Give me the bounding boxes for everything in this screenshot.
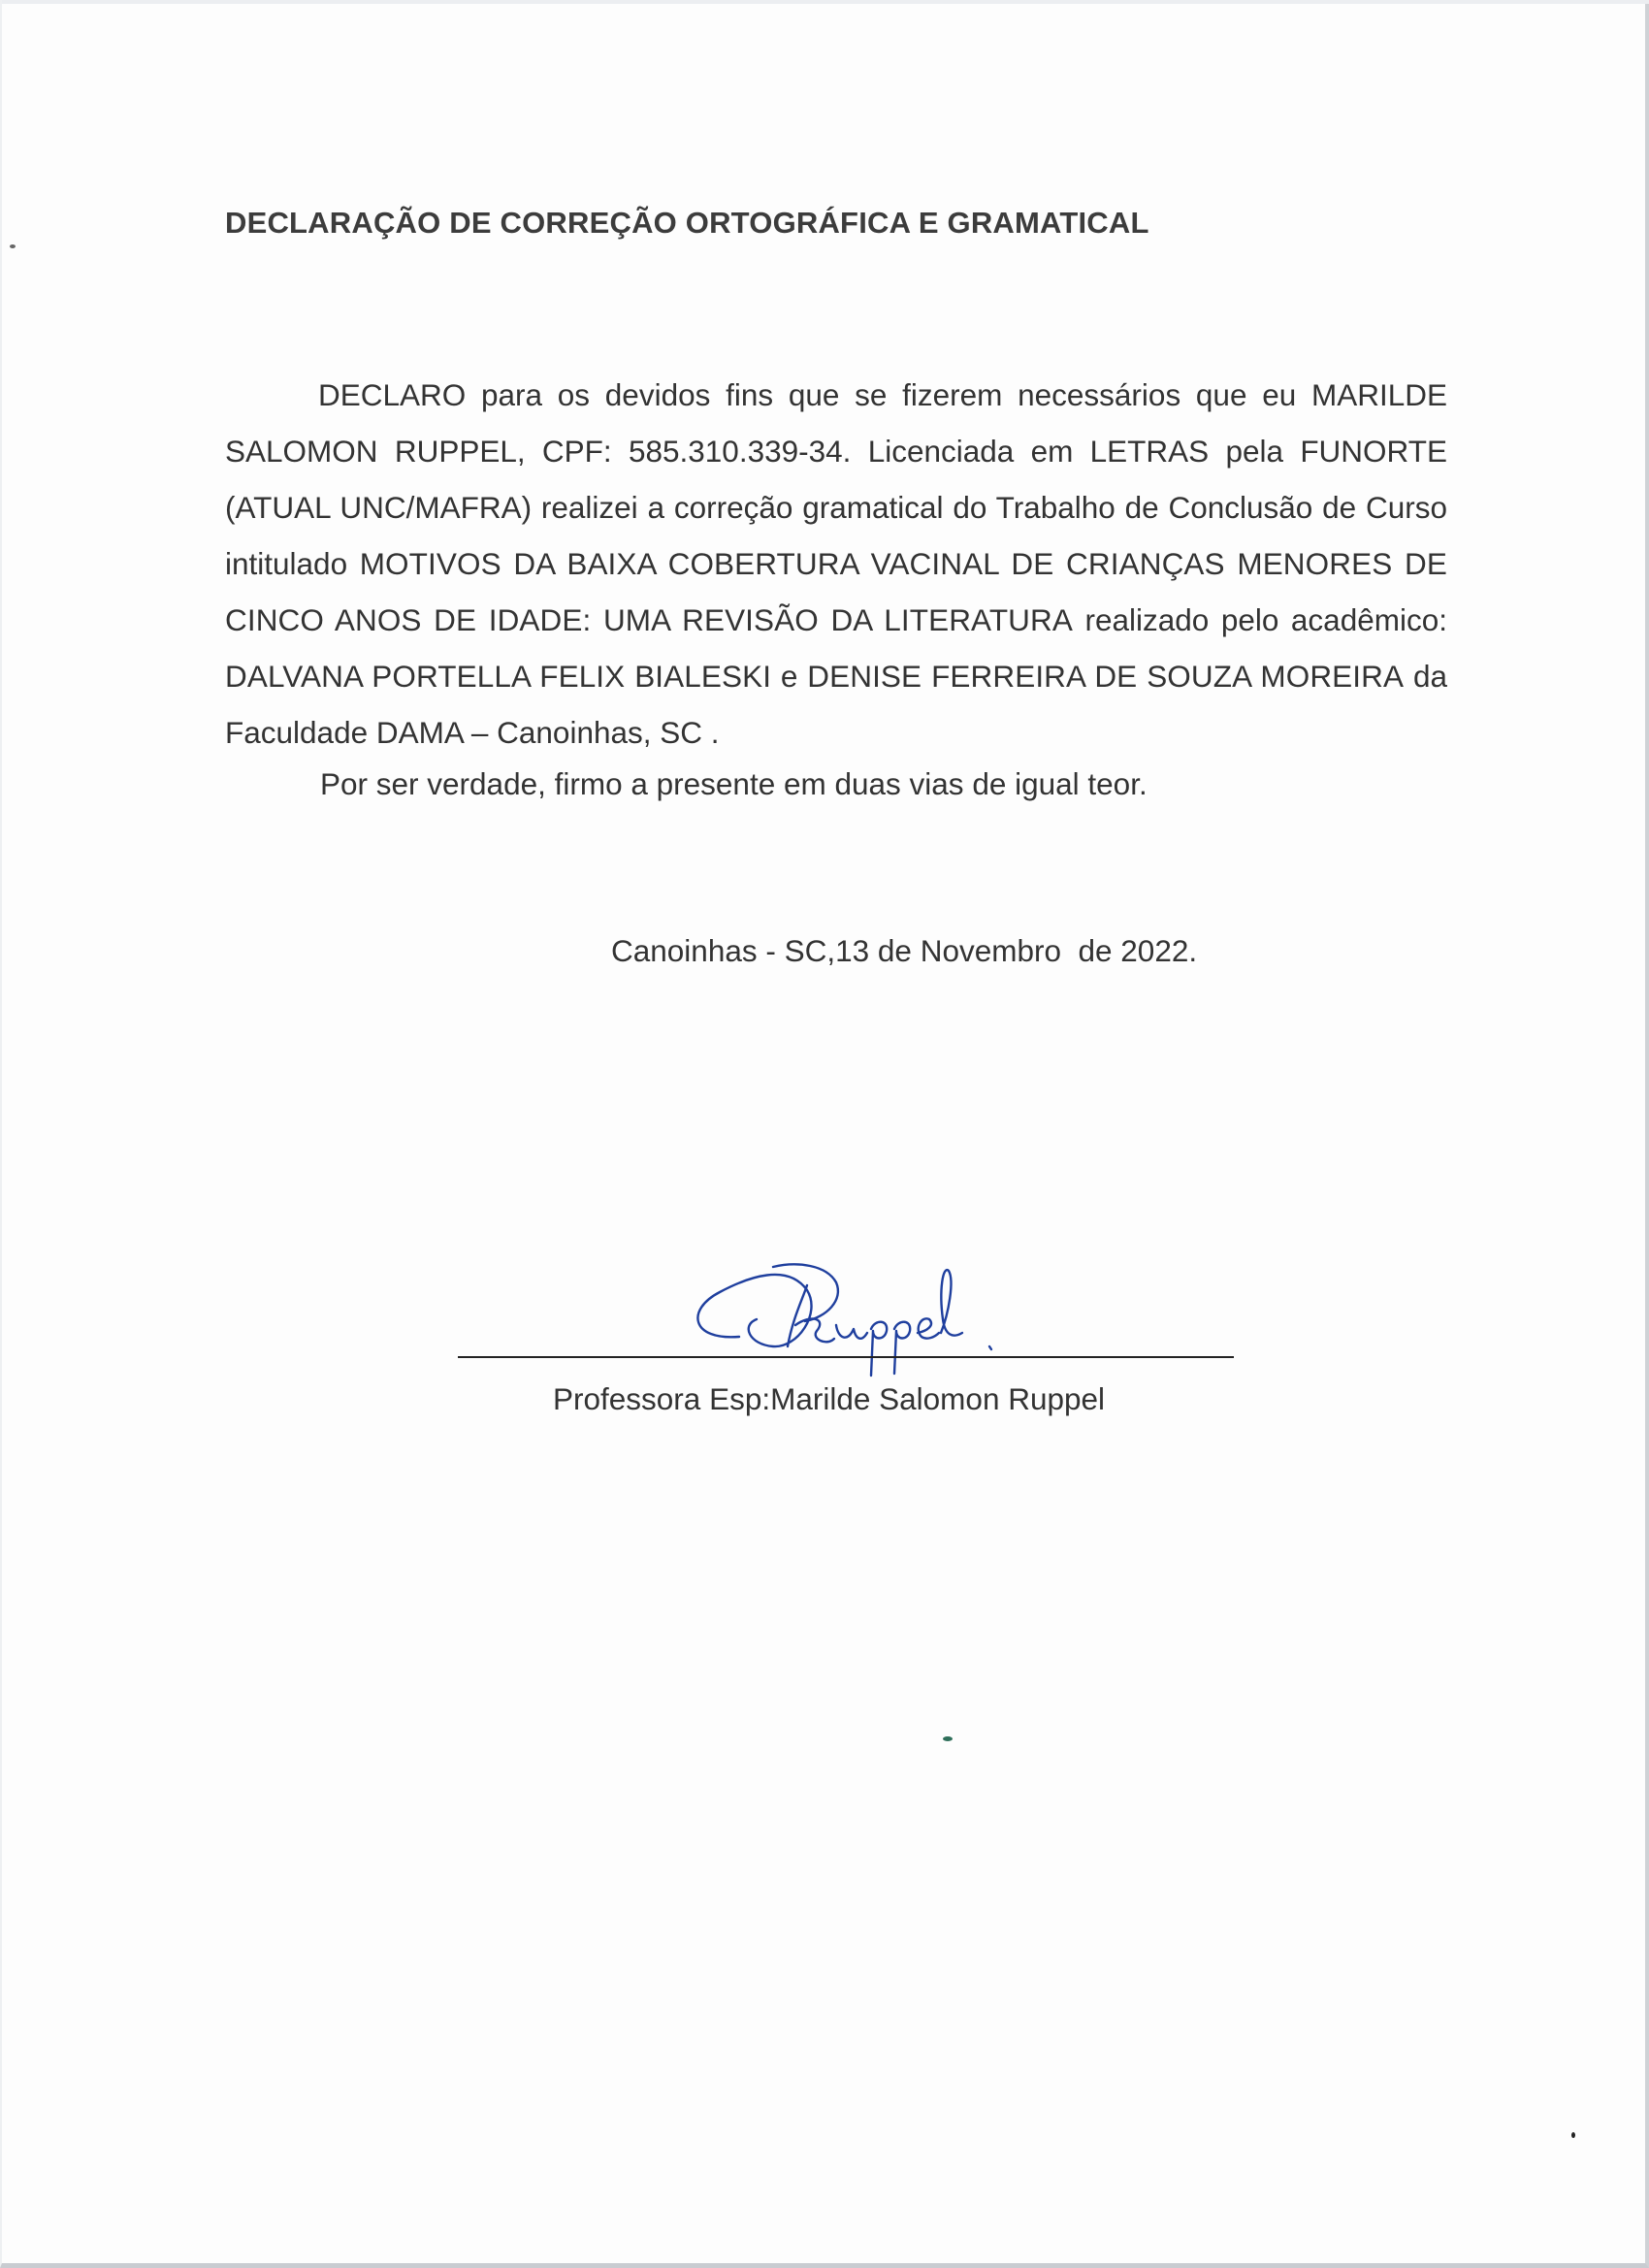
paragraph-conjunction: e: [780, 659, 798, 694]
declaration-paragraph: [225, 367, 1447, 761]
paragraph-tail: da Faculdade DAMA – Canoinhas, SC .: [225, 659, 1447, 750]
scan-speck: [943, 1736, 953, 1741]
author-2: DENISE FERREIRA DE SOUZA MOREIRA: [807, 659, 1405, 694]
page-title: DECLARAÇÃO DE CORREÇÃO ORTOGRÁFICA E GRAMATICAL: [225, 206, 1149, 240]
author-1: DALVANA PORTELLA FELIX BIALESKI: [225, 659, 772, 694]
scan-speck: [1571, 2132, 1575, 2138]
scan-top-edge: [2, 0, 1649, 4]
scan-speck: [10, 244, 16, 248]
signature-line: [458, 1356, 1234, 1358]
signer-name: Professora Esp:Marilde Salomon Ruppel: [553, 1381, 1106, 1416]
place-and-date: Canoinhas - SC,13 de Novembro de 2022.: [611, 933, 1198, 968]
work-title: MOTIVOS DA BAIXA COBERTURA VACINAL DE CRIANÇAS MENORES DE CINCO ANOS DE IDADE: UMA REVISÃO DA LITERATURA: [225, 546, 1447, 637]
paragraph-middle: realizado pelo acadêmico:: [1084, 602, 1447, 637]
closing-statement: Por ser verdade, firmo a presente em duas vias de igual teor.: [320, 766, 1148, 801]
paragraph-lead: DECLARO para os devidos fins que se fizerem necessários que eu MARILDE SALOMON RUPPEL, CPF: 585.310.339-34. Licenciada em LETRAS pela FUNORTE (ATUAL UNC/MAFRA) realizei a correção gramatical do Trabalho de Conclusão de Curso intitulado: [225, 377, 1447, 581]
